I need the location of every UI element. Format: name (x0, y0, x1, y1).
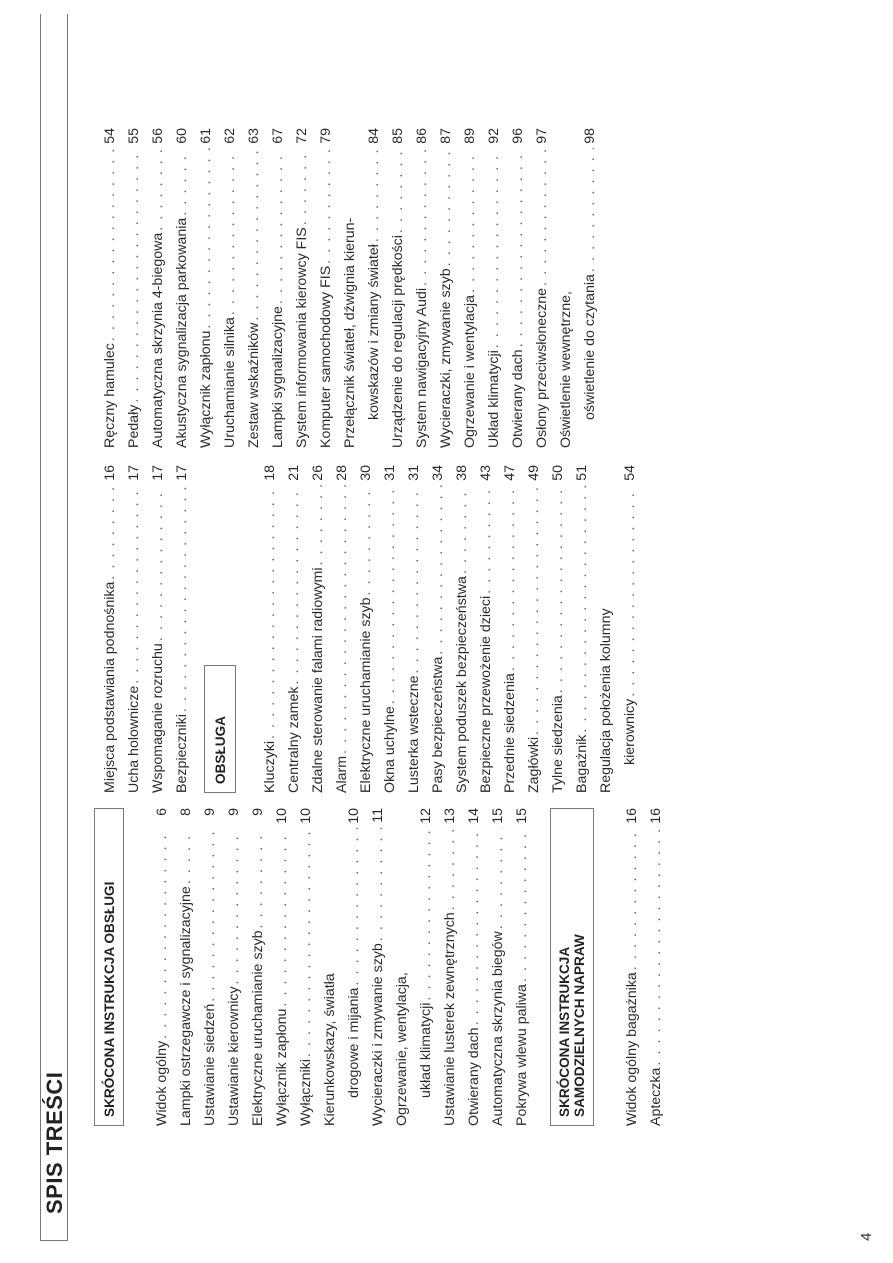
entry-title: Zdalne sterowanie falami radiowymi (310, 567, 326, 793)
dot-leader (262, 485, 278, 739)
toc-entry[interactable] (146, 808, 170, 1126)
entry-page: 9 (202, 808, 218, 816)
toc-entry[interactable] (574, 128, 598, 448)
toc-entry[interactable] (542, 465, 566, 793)
section-heading-self-repair (550, 808, 594, 1126)
dot-leader (454, 485, 470, 574)
dot-leader (154, 828, 170, 1039)
entry-title: Osłony przeciwsłoneczne (534, 287, 550, 448)
dot-leader (370, 828, 386, 941)
dot-leader (222, 148, 238, 315)
dot-leader (274, 828, 290, 1007)
toc-entry[interactable] (286, 128, 310, 448)
entry-title: Ręczny hamulec (102, 343, 118, 448)
toc-entry[interactable] (94, 128, 118, 448)
toc-entry[interactable] (518, 465, 542, 793)
entry-page: 11 (370, 808, 386, 823)
dot-leader (478, 485, 494, 594)
entry-title: System informowania kierowcy FIS (294, 227, 310, 448)
toc-entry[interactable] (350, 465, 374, 793)
entry-page: 84 (366, 128, 382, 144)
entry-title: Układ klimatycji (486, 350, 502, 448)
dot-leader (270, 148, 286, 304)
toc-entry[interactable] (482, 808, 506, 1126)
entry-title: Lampki ostrzegawcze i sygnalizacyjne (178, 886, 194, 1126)
entry-title: Wycieraczki i zmywanie szyb (370, 943, 386, 1126)
dot-leader (310, 485, 326, 565)
dot-leader (510, 148, 526, 347)
entry-page: 10 (298, 808, 314, 824)
section-heading-operation (204, 665, 236, 793)
page-number: 4 (858, 1232, 875, 1241)
entry-page: 51 (574, 465, 590, 481)
toc-entry[interactable] (406, 128, 430, 448)
entry-title: Urządzenie do regulacji prędkości (390, 235, 406, 448)
toc-entry[interactable] (614, 465, 638, 793)
entry-page: 21 (286, 465, 302, 481)
toc-entry[interactable] (214, 128, 238, 448)
toc-entry[interactable] (254, 465, 278, 793)
dot-leader (334, 485, 350, 754)
toc-entry[interactable] (194, 808, 218, 1126)
toc-entry[interactable] (326, 465, 350, 793)
entry-page: 96 (510, 128, 526, 144)
entry-page: 15 (490, 808, 506, 824)
dot-leader (466, 828, 482, 1025)
entry-title: Wspomaganie rozruchu (150, 643, 166, 793)
entry-page: 97 (534, 128, 550, 144)
entry-title: Automatyczna skrzynia 4-biegowa (150, 232, 166, 448)
entry-title: Lampki sygnalizacyjne (270, 306, 286, 448)
toc-entry[interactable] (502, 128, 526, 448)
entry-title: Pasy bezpieczeństwa (430, 656, 446, 793)
toc-entry[interactable] (358, 128, 382, 448)
section-heading-text: SKRÓCONA INSTRUKCJA OBSŁUGI (101, 881, 117, 1117)
entry-page: 92 (486, 128, 502, 144)
entry-title: Lusterka wsteczne (406, 675, 422, 793)
entry-title: Bezpieczne przewożenie dzieci (478, 595, 494, 793)
entry-page: 54 (102, 128, 118, 144)
entry-page: 62 (222, 128, 238, 144)
entry-page: 85 (390, 128, 406, 144)
toc-entry[interactable] (478, 128, 502, 448)
section-heading-text: OBSŁUGA (212, 716, 228, 784)
dot-leader (346, 828, 362, 986)
entry-page: 56 (150, 128, 166, 144)
entry-page: 6 (154, 808, 170, 816)
dot-leader (648, 828, 664, 1066)
entry-page: 98 (582, 128, 598, 144)
entry-page: 16 (102, 465, 118, 481)
section-heading-quick-guide (94, 808, 124, 1126)
section-heading-line-2: SAMODZIELNYCH NAPRAW (572, 934, 587, 1117)
entry-title: Wyłącznik zapłonu (198, 330, 214, 448)
entry-title: Okna uchylne (382, 706, 398, 793)
dot-leader (126, 485, 142, 684)
dot-leader (418, 828, 434, 1001)
entry-title: Pedały (126, 404, 142, 448)
entry-title: Ustawianie kierownicy (226, 986, 242, 1126)
dot-leader (534, 148, 550, 286)
entry-title: Elektryczne uruchamianie szyb (250, 930, 266, 1126)
toc-entry[interactable] (170, 808, 194, 1126)
entry-page: 60 (174, 128, 190, 144)
entry-page: 86 (414, 128, 430, 144)
dot-leader (582, 148, 598, 272)
toc-entry[interactable] (118, 465, 142, 793)
entry-title: Komputer samochodowy FIS (318, 265, 334, 448)
entry-page: 89 (462, 128, 478, 144)
dot-leader (246, 148, 262, 321)
entry-title: Apteczka (648, 1067, 664, 1126)
entry-page: 31 (382, 465, 398, 481)
toc-entry-first-line[interactable]: Regulacja położenia kolumny (598, 608, 614, 793)
toc-entry[interactable] (410, 808, 434, 1126)
toc-entry[interactable] (242, 808, 266, 1126)
dot-leader (486, 148, 502, 348)
toc-entry[interactable] (446, 465, 470, 793)
toc-entry[interactable] (94, 465, 118, 793)
dot-leader (178, 828, 194, 884)
toc-entry[interactable] (190, 128, 214, 448)
entry-title: kierownicy (622, 698, 638, 765)
toc-entry-first-line[interactable]: Przełącznik świateł, dźwignia kierun- (342, 217, 358, 448)
toc-entry[interactable] (494, 465, 518, 793)
dot-leader (382, 485, 398, 704)
toc-entry[interactable] (142, 465, 166, 793)
entry-title: Miejsca podstawiania podnośnika (102, 581, 118, 793)
dot-leader (226, 828, 242, 984)
entry-page: 16 (624, 808, 640, 824)
toc-entry[interactable] (434, 808, 458, 1126)
entry-title: Ucha holownicze (126, 685, 142, 793)
entry-title: Ogrzewanie i wentylacja (462, 295, 478, 448)
entry-page: 10 (274, 808, 290, 824)
entry-page: 87 (438, 128, 454, 144)
entry-title: drogowe i mijania (346, 987, 362, 1098)
dot-leader (150, 485, 166, 641)
dot-leader (624, 828, 640, 970)
entry-page: 9 (226, 808, 242, 816)
entry-title: Tylne siedzenia (550, 695, 566, 793)
entry-page: 63 (246, 128, 262, 144)
entry-page: 79 (318, 128, 334, 144)
toc-entry[interactable] (458, 808, 482, 1126)
entry-page: 47 (502, 465, 518, 481)
entry-title: Widok ogólny (154, 1040, 170, 1126)
toc-entry[interactable] (238, 128, 262, 448)
entry-page: 15 (514, 808, 530, 824)
dot-leader (430, 485, 446, 655)
entry-page: 14 (466, 808, 482, 824)
entry-title: Automatyczna skrzynia biegów (490, 931, 506, 1126)
entry-title: Wyłączniki (298, 1059, 314, 1126)
toc-entry[interactable] (278, 465, 302, 793)
entry-title: oświetlenie do czytania (582, 274, 598, 420)
entry-title: Akustyczna sygnalizacja parkowania (174, 217, 190, 448)
toc-column-1 (94, 808, 664, 1126)
toc-entry[interactable] (382, 128, 406, 448)
dot-leader (438, 148, 454, 266)
entry-page: 72 (294, 128, 310, 144)
entry-page: 61 (198, 128, 214, 144)
page-title: SPIS TREŚCI (42, 1071, 67, 1214)
entry-title: Wyłącznik zapłonu (274, 1008, 290, 1126)
dot-leader (126, 148, 142, 403)
entry-page: 30 (358, 465, 374, 481)
toc-entry[interactable] (422, 465, 446, 793)
toc-entry[interactable] (310, 128, 334, 448)
dot-leader (294, 148, 310, 225)
dot-leader (414, 148, 430, 286)
dot-leader (442, 828, 458, 910)
toc-entry[interactable] (398, 465, 422, 793)
toc-entry[interactable] (362, 808, 386, 1126)
toc-entry[interactable] (290, 808, 314, 1126)
toc-entry[interactable] (470, 465, 494, 793)
dot-leader (298, 828, 314, 1057)
dot-leader (526, 485, 542, 735)
entry-title: Bezpieczniki (174, 714, 190, 793)
entry-title: Ustawianie lusterek zewnętrznych (442, 912, 458, 1126)
entry-page: 13 (442, 808, 458, 824)
entry-title: Uruchamianie silnika (222, 317, 238, 448)
entry-page: 50 (550, 465, 566, 481)
toc-entry[interactable] (142, 128, 166, 448)
toc-entry[interactable] (454, 128, 478, 448)
entry-title: System nawigacyjny Audi (414, 287, 430, 448)
dot-leader (514, 828, 530, 982)
toc-entry[interactable] (526, 128, 550, 448)
entry-page: 38 (454, 465, 470, 481)
entry-page: 28 (334, 465, 350, 481)
dot-leader (406, 485, 422, 674)
entry-page: 8 (178, 808, 194, 816)
toc-entry[interactable] (640, 808, 664, 1126)
entry-page: 17 (126, 465, 142, 481)
entry-title: Bagażnik (574, 734, 590, 793)
entry-page: 54 (622, 465, 638, 481)
toc-entry[interactable] (506, 808, 530, 1126)
toc-entry[interactable] (566, 465, 590, 793)
toc-entry[interactable] (338, 808, 362, 1126)
entry-title: Zestaw wskaźników (246, 322, 262, 448)
dot-leader (550, 485, 566, 693)
entry-page: 16 (648, 808, 664, 824)
entry-title: Zagłówki (526, 737, 542, 793)
entry-page: 17 (150, 465, 166, 481)
entry-page: 43 (478, 465, 494, 481)
entry-page: 18 (262, 465, 278, 481)
dot-leader (250, 828, 266, 928)
dot-leader (462, 148, 478, 293)
entry-title: układ klimatycji (418, 1002, 434, 1098)
entry-page: 26 (310, 465, 326, 481)
entry-page: 12 (418, 808, 434, 824)
entry-page: 31 (406, 465, 422, 481)
dot-leader (174, 148, 190, 216)
dot-leader (198, 148, 214, 329)
entry-title: Wycieraczki, zmywanie szyb (438, 268, 454, 448)
toc-entry[interactable] (302, 465, 326, 793)
toc-column-3 (94, 128, 598, 448)
dot-leader (490, 828, 506, 929)
toc-entry[interactable] (266, 808, 290, 1126)
dot-leader (174, 485, 190, 712)
section-heading-line-1: SKRÓCONA INSTRUKCJA (557, 946, 572, 1117)
entry-title: Alarm (334, 755, 350, 793)
entry-page: 67 (270, 128, 286, 144)
toc-column-2 (94, 465, 638, 793)
dot-leader (390, 148, 406, 233)
entry-title: Przednie siedzenia (502, 673, 518, 793)
toc-entry-first-line[interactable]: Kierunkowskazy, światła (322, 973, 338, 1126)
toc-entry[interactable] (374, 465, 398, 793)
entry-title: kowskazów i zmiany świateł (366, 244, 382, 420)
toc-entry[interactable] (166, 128, 190, 448)
entry-title: Pokrywa wlewu paliwa (514, 984, 530, 1126)
dot-leader (286, 485, 302, 685)
dot-leader (150, 148, 166, 231)
entry-title: System poduszek bezpieczeństwa (454, 576, 470, 793)
entry-title: Centralny zamek (286, 686, 302, 793)
title-bar (40, 14, 68, 1241)
entry-title: Widok ogólny bagażnika (624, 972, 640, 1126)
dot-leader (574, 485, 590, 733)
entry-title: Otwierany dach (466, 1027, 482, 1126)
dot-leader (318, 148, 334, 264)
dot-leader (358, 485, 374, 595)
entry-page: 10 (346, 808, 362, 824)
toc-entry[interactable] (262, 128, 286, 448)
toc-entry[interactable] (118, 128, 142, 448)
dot-leader (102, 485, 118, 580)
entry-page: 55 (126, 128, 142, 144)
toc-entry[interactable] (218, 808, 242, 1126)
entry-title: Otwierany dach (510, 349, 526, 448)
entry-title: Kluczyki (262, 740, 278, 793)
entry-page: 34 (430, 465, 446, 481)
entry-title: Ustawianie siedzeń (202, 1003, 218, 1126)
dot-leader (366, 148, 382, 242)
entry-page: 17 (174, 465, 190, 481)
entry-title: Elektryczne uruchamianie szyb (358, 597, 374, 793)
toc-entry-first-line[interactable]: Ogrzewanie, wentylacja, (394, 972, 410, 1126)
dot-leader (102, 148, 118, 341)
toc-entry[interactable] (430, 128, 454, 448)
toc-entry-first-line[interactable]: Oświetlenie wewnętrzne, (558, 291, 574, 448)
dot-leader (202, 828, 218, 1002)
dot-leader (502, 485, 518, 671)
entry-page: 9 (250, 808, 266, 816)
toc-entry[interactable] (616, 808, 640, 1126)
dot-leader (622, 485, 638, 697)
entry-page: 49 (526, 465, 542, 481)
toc-entry[interactable] (166, 465, 190, 793)
